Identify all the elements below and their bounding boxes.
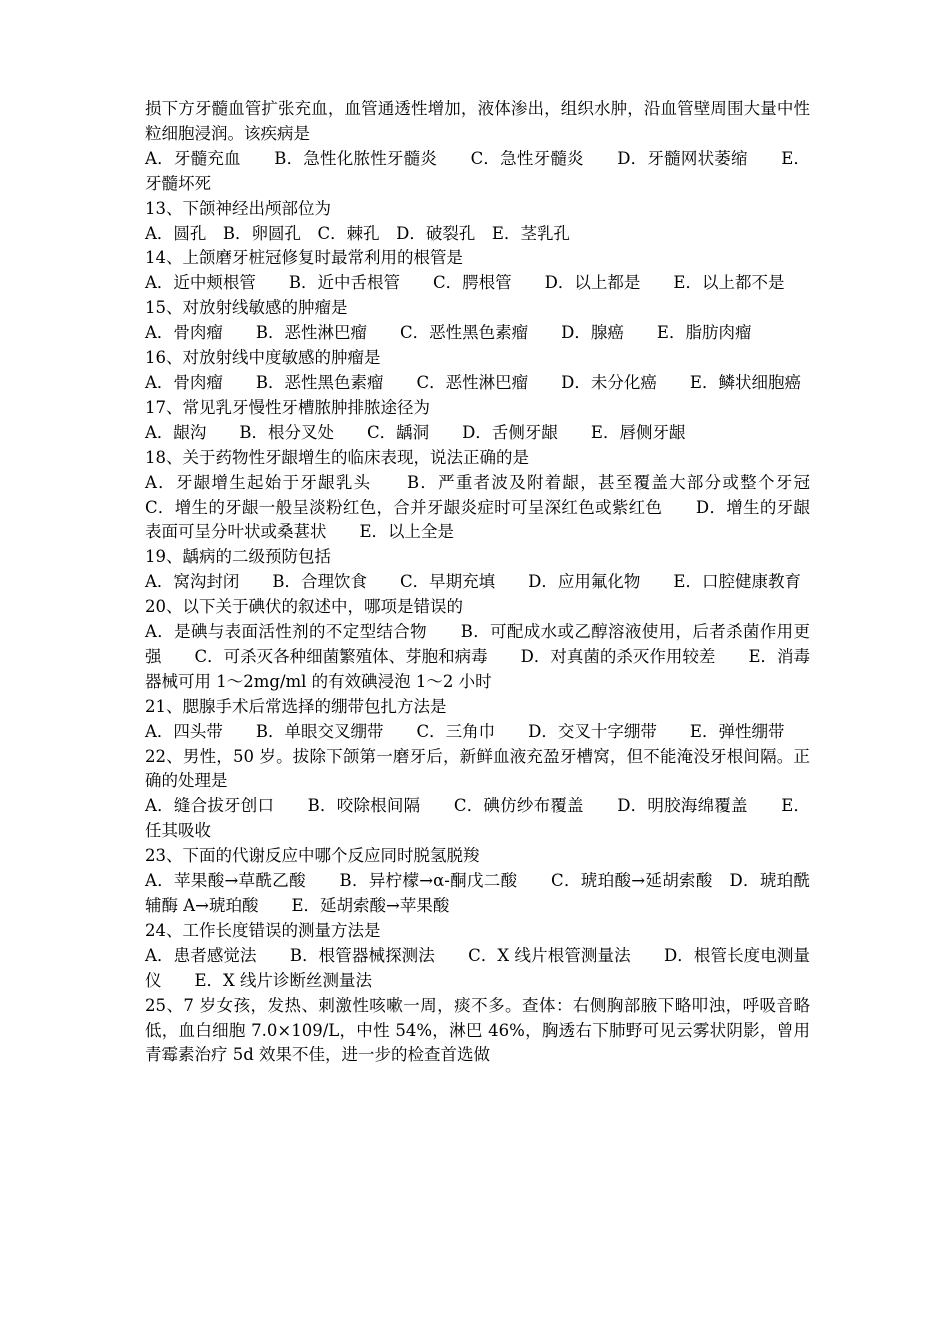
question-23-stem: 23、下面的代谢反应中哪个反应同时脱氢脱羧 [145, 846, 480, 866]
question-18-stem: 18、关于药物性牙龈增生的临床表现，说法正确的是 [145, 447, 529, 467]
question-13-stem: 13、下颌神经出颅部位为 [145, 198, 331, 218]
question-16-options: A．骨肉瘤 B．恶性黑色素瘤 C．恶性淋巴瘤 D．未分化癌 E．鳞状细胞癌 [145, 372, 801, 392]
question-12-stem-continued: 损下方牙髓血管扩张充血，血管通透性增加，液体渗出，组织水肿，沿血管壁周围大量中性粒细胞浸润。该疾病是 [145, 99, 810, 143]
question-18-options: A．牙龈增生起始于牙龈乳头 B．严重者波及附着龈，甚至覆盖大部分或整个牙冠 C．增生的牙龈一般呈淡粉红色，合并牙龈炎症时可呈深红色或紫红色 D．增生的牙龈表面可呈分叶状或桑葚状 E．以上全是 [145, 472, 843, 542]
question-25-stem: 25、7 岁女孩，发热、刺激性咳嗽一周，痰不多。查体：右侧胸部腋下略叩浊，呼吸音略低，血白细胞 7.0×109/L，中性 54%，淋巴 46%，胸透右下肺野可见云雾状阴影，曾用青霉素治疗 5d 效果不佳，进一步的检查首选做 [145, 995, 810, 1065]
question-24-stem: 24、工作长度错误的测量方法是 [145, 920, 381, 940]
question-17-stem: 17、常见乳牙慢性牙槽脓肿排脓途径为 [145, 397, 430, 417]
question-22-options: A．缝合拔牙创口 B．咬除根间隔 C．碘仿纱布覆盖 D．明胶海绵覆盖 E．任其吸收 [145, 796, 810, 841]
question-13-options: A．圆孔 B．卵圆孔 C．棘孔 D．破裂孔 E．茎乳孔 [145, 223, 570, 243]
question-22-stem: 22、男性，50 岁。拔除下颌第一磨牙后，新鲜血液充盈牙槽窝，但不能淹没牙根间隔。正确的处理是 [145, 746, 810, 791]
document-body [145, 97, 843, 1068]
question-16-stem: 16、对放射线中度敏感的肿瘤是 [145, 348, 381, 368]
question-15-stem: 15、对放射线敏感的肿瘤是 [145, 298, 348, 318]
question-17-options: A．龈沟 B．根分叉处 C．龋洞 D．舌侧牙龈 E．唇侧牙龈 [145, 422, 686, 442]
question-23-options: A．苹果酸→草酰乙酸 B．异柠檬→α-酮戊二酸 C．琥珀酸→延胡索酸 D．琥珀酰辅酶 A→琥珀酸 E．延胡索酸→苹果酸 [145, 871, 810, 915]
question-14-stem: 14、上颌磨牙桩冠修复时最常利用的根管是 [145, 248, 463, 268]
question-20-stem: 20、以下关于碘伏的叙述中，哪项是错误的 [145, 597, 463, 617]
question-24-options: A．患者感觉法 B．根管器械探测法 C．X 线片根管测量法 D．根管长度电测量仪 E．X 线片诊断丝测量法 [145, 945, 810, 990]
question-14-options: A．近中颊根管 B．近中舌根管 C．腭根管 D．以上都是 E．以上都不是 [145, 273, 785, 293]
question-21-options: A．四头带 B．单眼交叉绷带 C．三角巾 D．交叉十字绷带 E．弹性绷带 [145, 721, 785, 741]
question-19-options: A．窝沟封闭 B．合理饮食 C．早期充填 D．应用氟化物 E．口腔健康教育 [145, 572, 801, 592]
question-15-options: A．骨肉瘤 B．恶性淋巴瘤 C．恶性黑色素瘤 D．腺癌 E．脂肪肉瘤 [145, 323, 752, 343]
question-12-options: A．牙髓充血 B．急性化脓性牙髓炎 C．急性牙髓炎 D．牙髓网状萎缩 E．牙髓坏死 [145, 148, 810, 193]
question-21-stem: 21、腮腺手术后常选择的绷带包扎方法是 [145, 696, 447, 716]
question-20-options: A．是碘与表面活性剂的不定型结合物 B．可配成水或乙醇溶液使用，后者杀菌作用更强 C．可杀灭各种细菌繁殖体、芽胞和病毒 D．对真菌的杀灭作用较差 E．消毒器械可用 1～2mg/ml 的有效碘浸泡 1～2 小时 [145, 622, 810, 691]
question-19-stem: 19、龋病的二级预防包括 [145, 547, 331, 567]
